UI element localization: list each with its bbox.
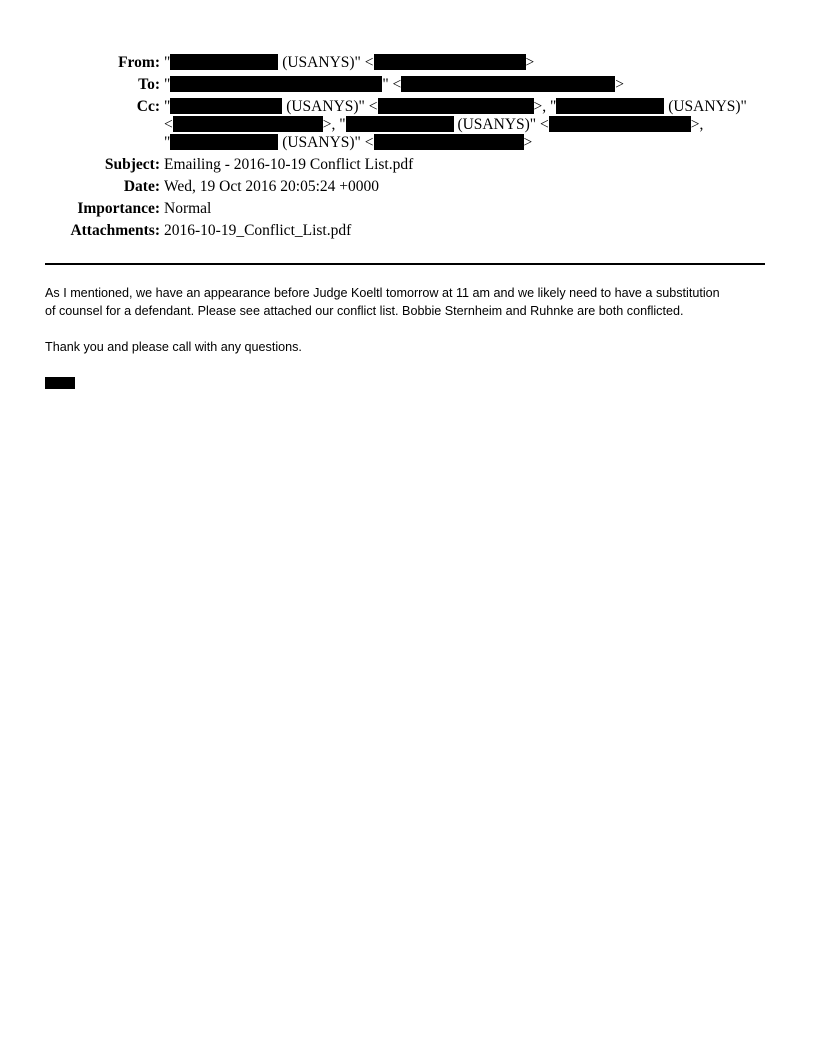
subject-label: Subject: <box>104 156 160 173</box>
body-line-2: of counsel for a defendant. Please see attached our conflict list. Bobbie Sternheim and Ruhnke are both conflicted. <box>45 304 684 318</box>
header-divider <box>45 263 765 265</box>
attachments-label: Attachments: <box>70 222 160 239</box>
cc-value-line-2: < >, " (USANYS)" < >, <box>164 116 704 133</box>
redaction-block <box>378 98 534 114</box>
from-value: " (USANYS)" < > <box>164 54 535 71</box>
redaction-block <box>170 76 382 92</box>
from-label: From: <box>118 54 160 71</box>
redaction-block <box>374 54 526 70</box>
date-value: Wed, 19 Oct 2016 20:05:24 +0000 <box>164 178 380 195</box>
importance-value: Normal <box>164 200 212 217</box>
to-label: To: <box>138 76 160 93</box>
cc-value-line-3: " (USANYS)" < > <box>164 134 533 151</box>
redaction-block <box>170 98 282 114</box>
redaction-block <box>401 76 615 92</box>
redaction-block <box>346 116 454 132</box>
redaction-block <box>173 116 323 132</box>
redaction-block <box>374 134 524 150</box>
importance-label: Importance: <box>77 200 160 217</box>
subject-value: Emailing - 2016-10-19 Conflict List.pdf <box>164 156 414 173</box>
body-line-1: As I mentioned, we have an appearance before Judge Koeltl tomorrow at 11 am and we likely need to have a substitution <box>45 286 720 300</box>
cc-value-line-1: " (USANYS)" < >, " (USANYS)" <box>164 98 747 115</box>
cc-label: Cc: <box>136 98 160 115</box>
redaction-block <box>556 98 664 114</box>
redaction-block <box>170 54 278 70</box>
attachment-link[interactable]: 2016-10-19_Conflict_List.pdf <box>164 222 352 239</box>
redaction-block <box>170 134 278 150</box>
to-value: " " < > <box>164 76 625 93</box>
body-line-3: Thank you and please call with any questions. <box>45 340 302 354</box>
redaction-block <box>549 116 691 132</box>
signature-redaction <box>45 377 75 389</box>
date-label: Date: <box>123 178 160 195</box>
